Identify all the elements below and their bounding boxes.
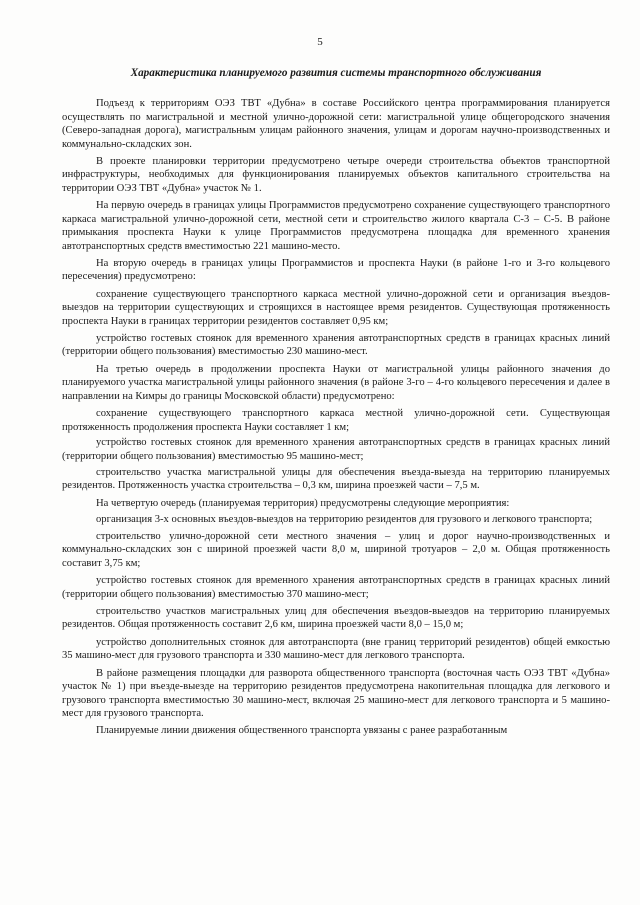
paragraph: Планируемые линии движения общественного транспорта увязаны с ранее разработанным: [96, 725, 508, 737]
paragraph: устройство гостевых стоянок для временного хранения автотранспортных средств в границах красных линий (территории общего пользования) вместимостью 370 машино-мест;: [62, 575, 610, 600]
paragraph: устройство гостевых стоянок для временного хранения автотранспортных средств в границах красных линий (территории общего пользования) вместимостью 230 машино-мест.: [62, 332, 610, 358]
paragraph: В районе размещения площадки для разворота общественного транспорта (восточная часть ОЭЗ ТВТ «Дубна» участок № 1) при въезде-выезде на территорию резидентов предусмотрена накопительная площадка для легкового и грузового транспорта вместимостью 30 машино-мест, включая 25 машино-мест для легкового транспорта и 5 машино-мест для грузового транспорта.: [62, 667, 610, 720]
paragraph: На вторую очередь в границах улицы Программистов и проспекта Науки (в районе 1-го и 3-го кольцевого пересечения) предусмотрено:: [62, 257, 610, 283]
paragraph: На первую очередь в границах улицы Программистов предусмотрено сохранение существующего транспортного каркаса магистральной улично-дорожной сети, местной сети и строительство жилого квартала С-3 – С-5. В районе примыкания проспекта Науки к улице Программистов предусмотрена площадка для временного хранения автотранспортных средств вместимостью 221 машино-место.: [62, 200, 610, 252]
paragraph: устройство дополнительных стоянок для автотранспорта (вне границ территорий резидентов) общей емкостью 35 машино-мест для грузового транспорта и 330 машино-мест для легкового транспорта.: [62, 636, 610, 662]
paragraph: На третью очередь в продолжении проспекта Науки от магистральной улицы районного значения до планируемого участка магистральной улицы районного значения (в районе 3-го – 4-го кольцевого пересечения и далее в направлении на Кимры до границы Московской области) предусмотрено:: [62, 363, 610, 402]
paragraph: сохранение существующего транспортного каркаса местной улично-дорожной сети. Существующая протяженность продолжения проспекта Науки составляет 1 км;: [62, 408, 610, 433]
paragraph: строительство улично-дорожной сети местного значения – улиц и дорог научно-производственных и коммунально-складских зон с шириной проезжей части 8,0 м, шириной тротуаров – 2,0 м. Общая протяженность составит 3,75 км;: [62, 530, 610, 569]
paragraph: организация 3-х основных въездов-выездов на территорию резидентов для грузового и легкового транспорта;: [96, 513, 593, 525]
page-number: 5: [317, 36, 323, 48]
paragraph: На четвертую очередь (планируемая территория) предусмотрены следующие мероприятия:: [96, 497, 510, 509]
paragraph: строительство участков магистральных улиц для обеспечения въездов-выездов на территорию планируемых резидентов. Общая протяженность составит 2,6 км, ширина проезжей части 8,0 – 15,0 м;: [62, 605, 610, 631]
paragraph: Подъезд к территориям ОЭЗ ТВТ «Дубна» в составе Российского центра программирования планируется осуществлять по магистральной и местной улично-дорожной сети: магистральной улице общегородского значения (Северо-западная дорога), магистральным улицам районного значения, улицам и дорогам научно-производственных и коммунально-складских зон.: [62, 98, 610, 150]
paragraph: сохранение существующего транспортного каркаса местной улично-дорожной сети и организация въездов-выездов на территории существующих и строящихся в настоящее время резидентов. Существующая протяженность проспекта Науки в границах территории резидентов составляет 0,95 км;: [62, 288, 610, 327]
paragraph: В проекте планировки территории предусмотрено четыре очереди строительства объектов транспортной инфраструктуры, необходимых для функционирования планируемых объектов капитального строительства на территории ОЭЗ ТВТ «Дубна» участок № 1.: [62, 155, 610, 194]
document-body: [62, 97, 610, 742]
section-title: Характеристика планируемого развития системы транспортного обслуживания: [130, 67, 542, 79]
paragraph: устройство гостевых стоянок для временного хранения автотранспортных средств в границах красных линий (территории общего пользования) вместимостью 95 машино-мест;: [62, 437, 610, 462]
paragraph: строительство участка магистральной улицы для обеспечения въезда-выезда на территорию планируемых резидентов. Протяженность участка строительства – 0,3 км, ширина проезжей части – 7,5 м.: [62, 466, 610, 492]
